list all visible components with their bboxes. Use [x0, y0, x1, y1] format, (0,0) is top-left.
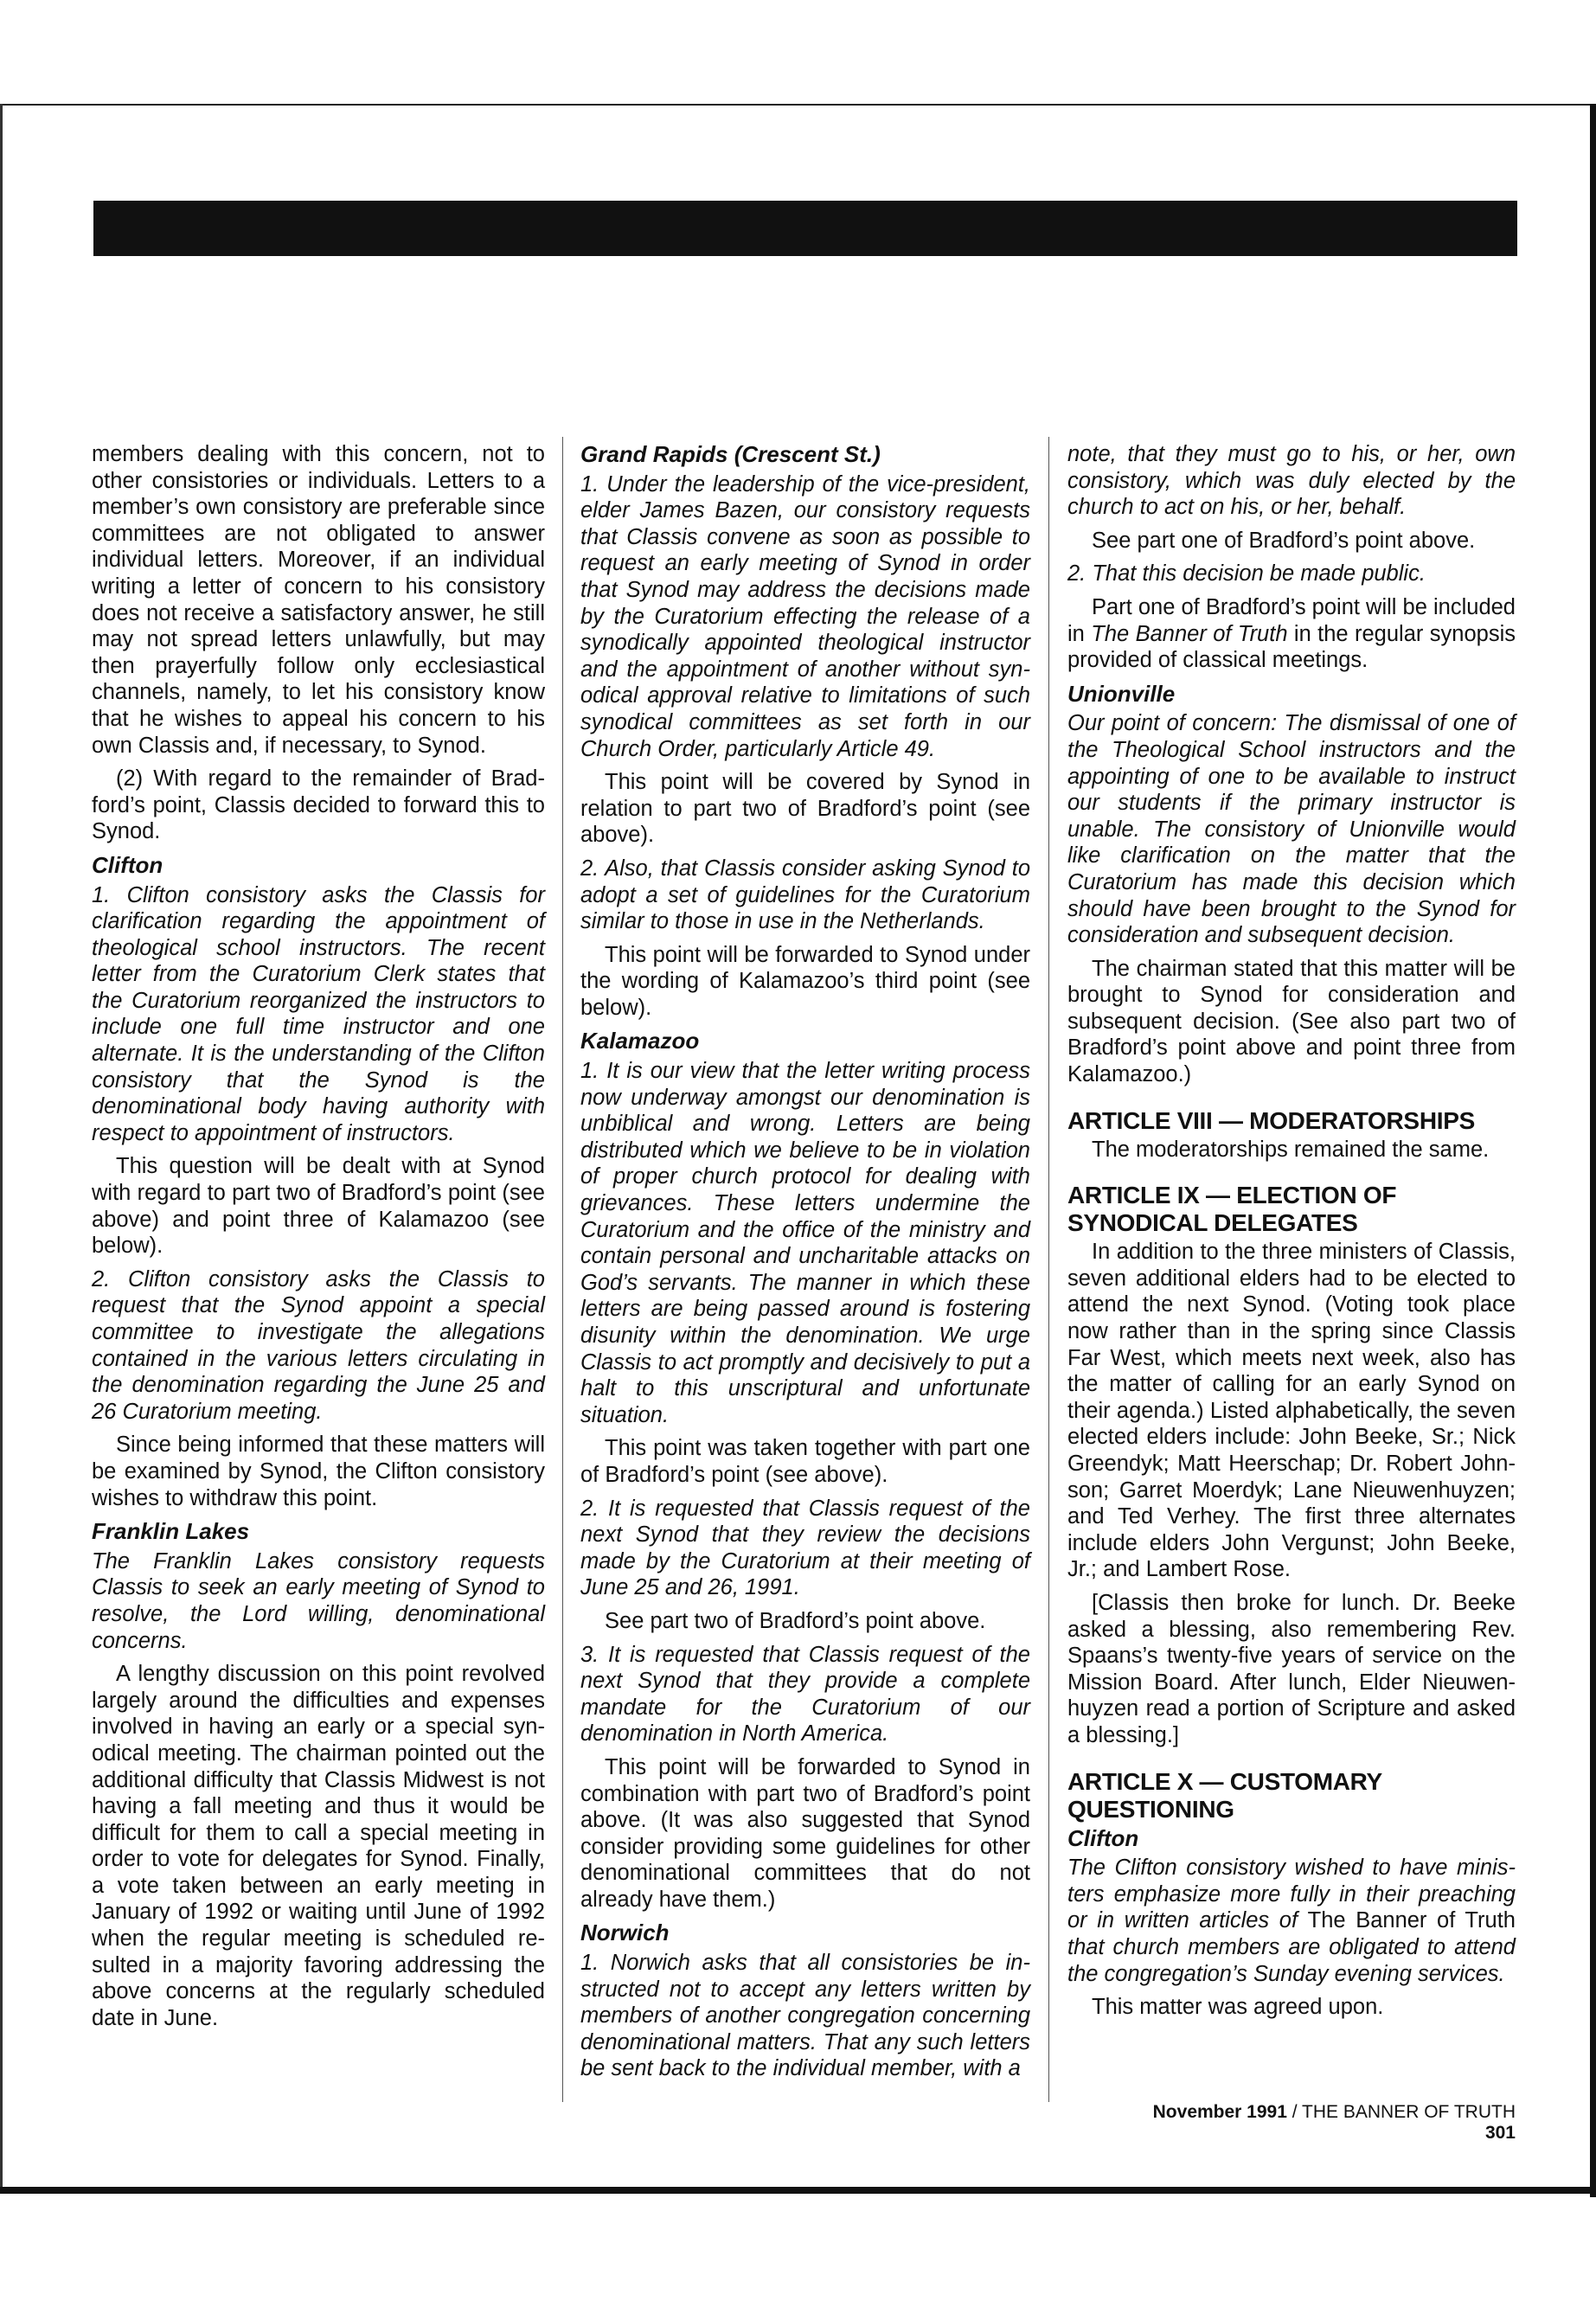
subheading-norwich: Norwich: [580, 1920, 670, 1946]
publication-title: The Banner of Truth: [1091, 621, 1288, 646]
paragraph: [1067, 1855, 1516, 1987]
subheading-grand-rapids: Grand Rapids (Crescent St.): [580, 441, 881, 467]
paragraph: This point will be forwarded to Synod under the wording of Kalamazoo’s third point (see below).: [580, 942, 1030, 1020]
heading-line: ARTICLE X — CUSTOMARY: [1067, 1767, 1382, 1795]
page-number: 301: [1484, 2123, 1516, 2143]
paragraph: In addition to the three ministers of Classis, seven additional elders had to be elected to attend the next Synod. (Voting took place now rather than in the spring since Classis Far West, which meets next week, also has the matter of calling for an early Synod on their agenda.) Listed alphabetically, the seven elected elders include: John Beeke, Sr.; Nick Greendyk; Matt Heerschap; Dr. Robert Johnson; Garret Moerdyk; Lane Nieuwenhuyzen; and Ted Verhey. The first three alternates include elders John Vergunst; John Beeke, Jr.; and Lambert Rose.: [1067, 1240, 1516, 1582]
paragraph: 2. That this decision be made public.: [1067, 561, 1426, 586]
paragraph: 1. It is our view that the letter writing process now underway amongst our denomination is unbiblical and wrong. Letters are being distributed which we believe to be in violation of proper church protocol for dealing with grievances. These letters undermine the Curatorium and the office of the ministry and contain personal and uncharitable attacks on God’s servants. The manner in which these letters are being passed around is fostering disunity within the denomination. We urge Classis to act promptly and decisively to put a halt to this unscriptural and unfortunate situation.: [580, 1059, 1030, 1427]
subheading-franklin-lakes: Franklin Lakes: [92, 1518, 250, 1545]
paragraph: members dealing with this concern, not to other consistories or individuals. Letters to a member’s own consistory are preferable since committees are not obligated to answer individual letters. Moreover, if an individual writing a letter of concern to his consistory does not receive a satisfactory answer, he still may not spread letters unlawfully, but may then prayerfully follow only ecclesiastical channels, namely, to let his consistory know that he wishes to appeal his concern to his own Classis and, if necessary, to Synod.: [92, 442, 545, 758]
paragraph: 2. Also, that Classis consider asking Synod to adopt a set of guidelines for the Curatorium similar to those in use in the Netherlands.: [580, 856, 1030, 934]
paragraph: This point was taken together with part one of Bradford’s point (see above).: [580, 1436, 1030, 1487]
page-footer: [1125, 2102, 1516, 2144]
text-run: Part one of Bradford’s point will be included in: [1067, 594, 1516, 646]
scan-edge-left: [0, 104, 3, 2189]
text-run: in the regular synopsis provided of classical meetings.: [1067, 621, 1516, 673]
column-3: [1067, 441, 1516, 2028]
article-viii-heading: ARTICLE VIII — MODERATORSHIPS: [1067, 1106, 1475, 1134]
text-run: The Clifton consistory wished to have ministers emphasize more fully in their preaching or in written articles of: [1067, 1856, 1516, 1933]
paragraph: Our point of concern: The dismissal of one of the Theological School instructors and the appointing of one to be available to instruct our students if the primary instructor is unable. The consistory of Unionville would like clarification on the matter that the Curatorium has made this decision which should have been brought to the Synod for consideration and subsequent decision.: [1067, 711, 1516, 948]
paragraph: 2. Clifton consistory asks the Classis to request that the Synod appoint a special committee to investigate the allegations contained in the various letters circulating in the denomination regarding the June 25 and 26 Curatorium meeting.: [92, 1266, 545, 1424]
text-run: that church members are obligated to attend the congregation’s Sunday evening services.: [1067, 1934, 1516, 1986]
paragraph: This point will be forwarded to Synod in combination with part two of Bradford’s point above. (It was also suggested that Synod consider providing some guidelines for other denominational committees that do not already have them.): [580, 1754, 1030, 1912]
scan-edge-right: [1590, 104, 1596, 2197]
scan-edge-top: [0, 104, 1596, 106]
paragraph: A lengthy discussion on this point revolved largely around the difficulties and expenses involved in having an early or a special synodical meeting. The chairman pointed out the additional difficulty that Classis Midwest is not having a fall meeting and thus it would be difficult for them to call a special meeting in order to vote for delegates for Synod. Finally, a vote taken between an early meeting in January of 1992 or waiting until June of 1992 when the regular meeting is scheduled resulted in a majority favoring addressing the above concerns at the regularly scheduled date in June.: [92, 1662, 545, 2030]
heading-line: ARTICLE IX — ELECTION OF: [1067, 1182, 1397, 1209]
subheading-unionville: Unionville: [1067, 680, 1176, 707]
paragraph: (2) With regard to the remainder of Bradford’s point, Classis decided to forward this to Synod.: [92, 766, 545, 844]
paragraph: The Franklin Lakes consistory requests Classis to seek an early meeting of Synod to resolve, the Lord willing, denominational concerns.: [92, 1548, 545, 1653]
paragraph: This matter was agreed upon.: [1092, 1995, 1384, 2020]
paragraph: [Classis then broke for lunch. Dr. Beeke asked a blessing, also remembering Rev. Spaans’s twenty-five years of service on the Mission Board. After lunch, Elder Nieuwenhuyzen read a portion of Scripture and asked a blessing.]: [1067, 1590, 1516, 1747]
paragraph: See part two of Bradford’s point above.: [605, 1608, 986, 1633]
publication-title: The Banner of Truth: [1307, 1908, 1516, 1933]
paragraph: This point will be covered by Synod in relation to part two of Bradford’s point (see above).: [580, 770, 1030, 848]
paragraph: The moderatorships remained the same.: [1092, 1137, 1490, 1162]
subheading-kalamazoo: Kalamazoo: [580, 1028, 700, 1054]
column-rule-2: [1048, 437, 1049, 2102]
column-rule-1: [562, 437, 563, 2102]
article-ix-heading: [1067, 1182, 1516, 1237]
scan-edge-bottom: [0, 2187, 1596, 2194]
paragraph: 3. It is requested that Classis request of the next Synod that they provide a complete mandate for the Curatorium of our denomination in North America.: [580, 1642, 1030, 1747]
paragraph: 2. It is requested that Classis request of the next Synod that they review the decisions made by the Curatorium at their meeting of June 25 and 26, 1991.: [580, 1496, 1030, 1600]
heading-line: QUESTIONING: [1067, 1795, 1234, 1823]
paragraph: 1. Norwich asks that all consistories be instructed not to accept any letters written by members of another congregation concerning denominational matters. That any such letters be sent back to the individual member, with a: [580, 1951, 1030, 2081]
paragraph: 1. Clifton consistory asks the Classis for clarification regarding the appointment of theological school instructors. The recent letter from the Curatorium Clerk states that the Curatorium reorganized the instructors to include one full time instructor and one alternate. It is the understanding of the Clifton consistory that the Synod is the denominational body having authority with respect to appointment of instructors.: [92, 882, 545, 1145]
paragraph: Since being informed that these matters will be examined by Synod, the Clifton consistory wishes to withdraw this point.: [92, 1433, 545, 1510]
footer-publication: / THE BANNER OF TRUTH: [1292, 2102, 1516, 2122]
heading-line: SYNODICAL DELEGATES: [1067, 1209, 1358, 1237]
paragraph: See part one of Bradford’s point above.: [1092, 528, 1476, 553]
header-bar: [93, 201, 1517, 256]
column-2: [580, 441, 1030, 2089]
paragraph: This question will be dealt with at Synod with regard to part two of Bradford’s point (see above) and point three of Kalamazoo (see below).: [92, 1154, 545, 1259]
paragraph: 1. Under the leadership of the vice-president, elder James Bazen, our consistory requests that Classis convene as soon as possible to request an early meeting of Synod in order that Synod may address the decisions made by the Curatorium effecting the release of a synodically appointed theological instructor and the appointment of another without synodical approval relative to limitations of such synodical committees as set forth in our Church Order, particularly Article 49.: [580, 471, 1030, 761]
paragraph: [1067, 594, 1516, 674]
paragraph: The chairman stated that this matter will be brought to Synod for consideration and subsequent decision. (See also part two of Bradford’s point above and point three from Kalamazoo.): [1067, 956, 1516, 1087]
footer-month: November 1991: [1152, 2102, 1287, 2122]
subheading-clifton: Clifton: [1067, 1824, 1139, 1851]
article-x-heading: [1067, 1768, 1516, 1823]
subheading-clifton: Clifton: [92, 851, 163, 878]
paragraph: note, that they must go to his, or her, own consistory, which was duly elected by the church to act on his, or her, behalf.: [1067, 442, 1516, 520]
column-1: [92, 441, 545, 2038]
